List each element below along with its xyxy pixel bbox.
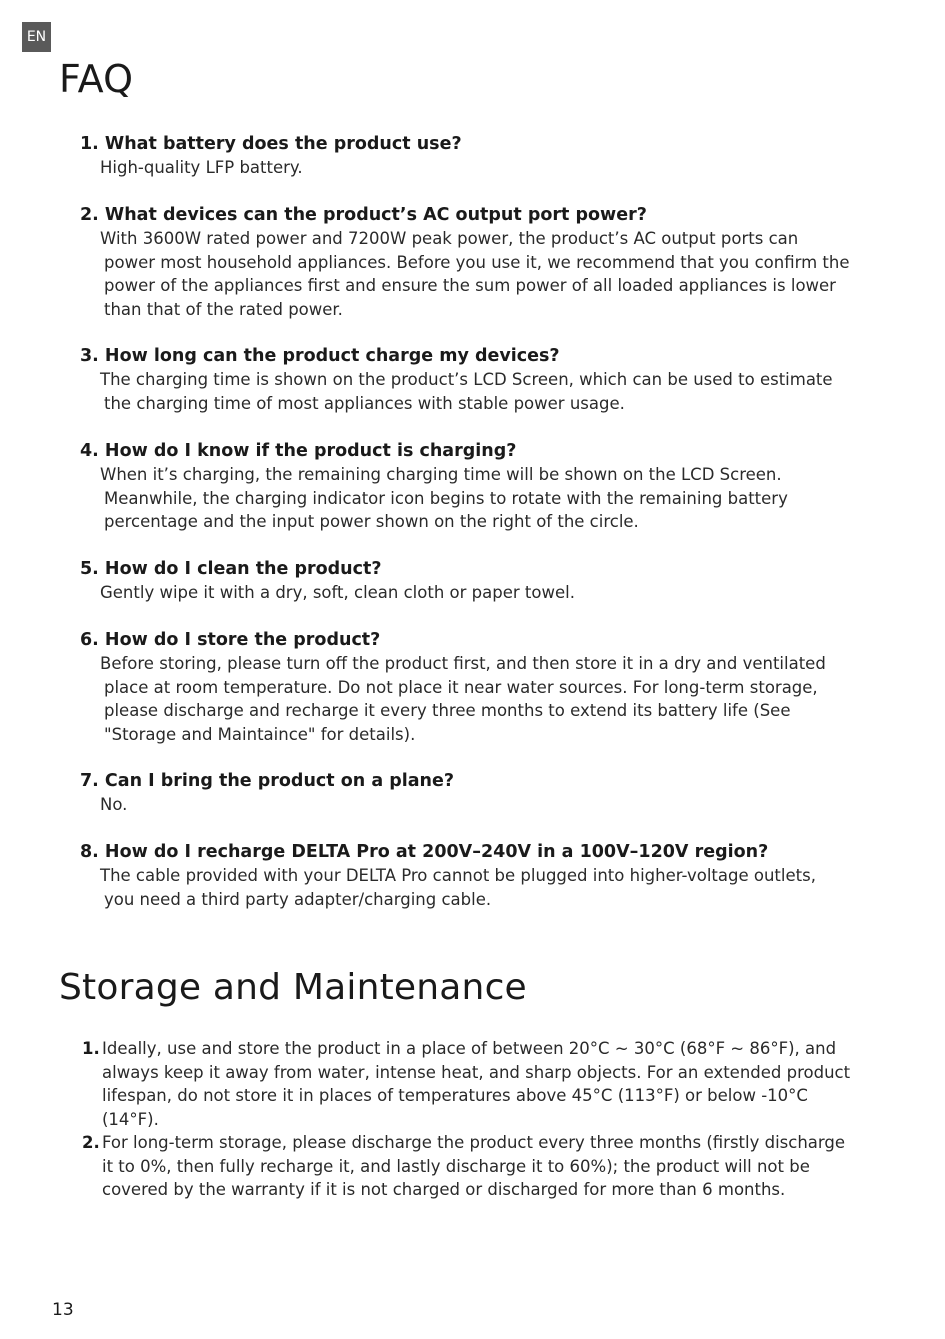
list-number: 2.: [82, 1133, 100, 1152]
storage-line: always keep it away from water, intense heat, and sharp objects. For an extended product: [102, 1062, 851, 1082]
storage-line: lifespan, do not store it in places of temperatures above 45°C (113°F) or below -10°C: [102, 1086, 808, 1106]
faq-question: 7. Can I bring the product on a plane?: [80, 771, 455, 791]
storage-line: (14°F).: [102, 1109, 159, 1129]
answer-line: percentage and the input power shown on the right of the circle.: [104, 512, 639, 532]
storage-title: Storage and Maintenance: [59, 967, 527, 1008]
answer-line: The cable provided with your DELTA Pro cannot be plugged into higher-voltage outlets,: [100, 866, 816, 885]
answer-line: place at room temperature. Do not place it near water sources. For long-term storage,: [104, 677, 818, 697]
faq-question: 6. How do I store the product?: [80, 630, 381, 650]
faq-answer: [80, 581, 900, 605]
answer-line: When it’s charging, the remaining charging time will be shown on the LCD Screen.: [100, 465, 782, 484]
faq-item: [80, 344, 900, 415]
answer-line: "Storage and Maintaince" for details).: [104, 724, 416, 744]
list-number: 1.: [82, 1039, 100, 1058]
answer-line: Before storing, please turn off the product first, and then store it in a dry and ventilated: [100, 654, 826, 673]
faq-item: [80, 840, 900, 911]
answer-line: please discharge and recharge it every three months to extend its battery life (See: [104, 701, 791, 721]
answer-line: No.: [100, 795, 128, 814]
faq-title: FAQ: [59, 57, 134, 101]
storage-line: For long-term storage, please discharge the product every three months (firstly discharge: [102, 1133, 846, 1152]
faq-answer: [80, 864, 900, 911]
answer-line: than that of the rated power.: [104, 299, 343, 319]
answer-line: With 3600W rated power and 7200W peak power, the product’s AC output ports can: [100, 229, 799, 248]
answer-line: High-quality LFP battery.: [100, 158, 303, 177]
faq-answer: [80, 227, 900, 321]
faq-item: [80, 557, 900, 605]
faq-item: [80, 132, 900, 180]
storage-list-item: [82, 1131, 902, 1202]
storage-list-item: [82, 1037, 902, 1131]
faq-item: [80, 439, 900, 534]
answer-line: The charging time is shown on the product’s LCD Screen, which can be used to estimate: [100, 370, 833, 389]
faq-item: [80, 628, 900, 746]
faq-answer: [80, 368, 900, 415]
answer-line: Meanwhile, the charging indicator icon begins to rotate with the remaining battery: [104, 488, 788, 508]
faq-answer: [80, 793, 900, 817]
faq-question: 4. How do I know if the product is charging?: [80, 441, 517, 461]
faq-answer: [80, 652, 900, 746]
page-number: 13: [52, 1300, 74, 1320]
faq-question: 1. What battery does the product use?: [80, 134, 462, 154]
storage-line: Ideally, use and store the product in a place of between 20°C ~ 30°C (68°F ~ 86°F), and: [102, 1039, 837, 1058]
answer-line: power of the appliances first and ensure the sum power of all loaded appliances is lower: [104, 276, 836, 296]
answer-line: power most household appliances. Before you use it, we recommend that you confirm the: [104, 252, 850, 272]
faq-answer: [80, 156, 900, 180]
faq-item: [80, 203, 900, 321]
faq-question: 8. How do I recharge DELTA Pro at 200V–240V in a 100V–120V region?: [80, 842, 769, 862]
faq-question: 2. What devices can the product’s AC output port power?: [80, 205, 647, 225]
answer-line: Gently wipe it with a dry, soft, clean cloth or paper towel.: [100, 583, 575, 602]
storage-line: covered by the warranty if it is not charged or discharged for more than 6 months.: [102, 1180, 786, 1200]
language-tab: EN: [22, 22, 51, 52]
faq-question: 3. How long can the product charge my devices?: [80, 346, 560, 366]
faq-item: [80, 769, 900, 817]
answer-line: you need a third party adapter/charging cable.: [104, 889, 492, 909]
faq-question: 5. How do I clean the product?: [80, 559, 382, 579]
faq-answer: [80, 463, 900, 534]
answer-line: the charging time of most appliances with stable power usage.: [104, 393, 625, 413]
storage-line: it to 0%, then fully recharge it, and lastly discharge it to 60%); the product will not be: [102, 1156, 810, 1176]
